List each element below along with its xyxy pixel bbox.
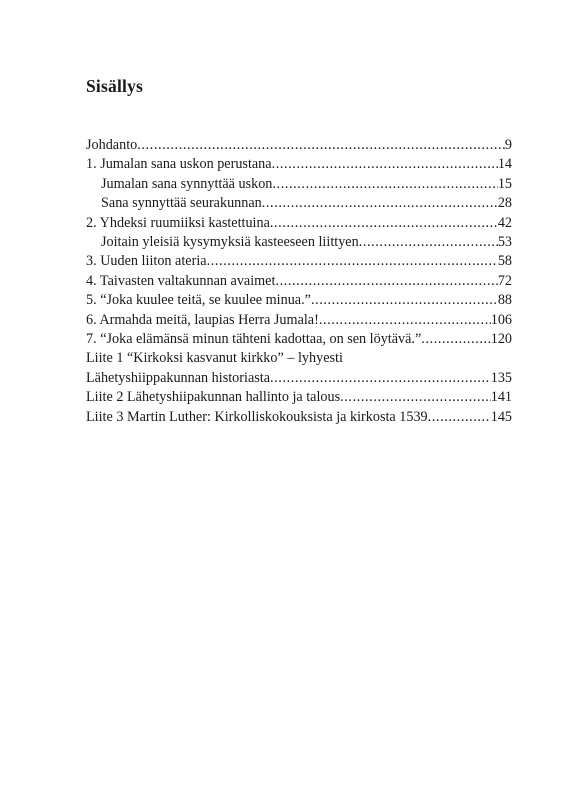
toc-entry-page: 135 [490, 369, 512, 386]
toc-entry-title: 1. Jumalan sana uskon perustana [86, 156, 272, 173]
toc-entry-title: Liite 1 “Kirkoksi kasvanut kirkko” – lyhyesti [86, 350, 343, 367]
toc-entry-title: 6. Armahda meitä, laupias Herra Jumala! [86, 311, 319, 328]
toc-entry-page: 15 [497, 175, 512, 192]
toc-entry-title: Joitain yleisiä kysymyksiä kasteeseen liittyen [101, 234, 359, 251]
toc-heading: Sisällys [86, 76, 144, 96]
toc-entry-page: 42 [497, 214, 512, 231]
toc-subentry [86, 194, 512, 213]
toc-dot-leader [275, 272, 497, 291]
toc-entry-page: 53 [497, 234, 512, 251]
toc-entry-page: 14 [497, 156, 512, 173]
toc-dot-leader [272, 155, 498, 174]
toc-entry-title: 5. “Joka kuulee teitä, se kuulee minua.” [86, 292, 311, 309]
toc-dot-leader [270, 369, 491, 388]
toc-entry-page: 72 [497, 272, 512, 289]
toc-dot-leader [428, 408, 491, 427]
toc-entry-title: 3. Uuden liiton ateria [86, 253, 207, 270]
toc-entry [86, 155, 512, 174]
toc-dot-leader [359, 233, 498, 252]
toc-entry-page: 58 [497, 253, 512, 270]
toc-dot-leader [272, 175, 497, 194]
toc-entry-page: 141 [490, 389, 512, 406]
toc-entry-title: Liite 3 Martin Luther: Kirkolliskokouksista ja kirkosta 1539 [86, 408, 428, 425]
toc-entry-page: 145 [490, 408, 512, 425]
toc-entry-title: Lähetyshiippakunnan historiasta [86, 369, 271, 386]
toc-entry [86, 136, 512, 155]
toc-entry-title: 2. Yhdeksi ruumiiksi kastettuina [86, 214, 270, 231]
toc-entry-title: Jumalan sana synnyttää uskon [101, 175, 273, 192]
toc-dot-leader [340, 388, 491, 407]
toc-entry [86, 252, 512, 271]
toc-entry [86, 330, 512, 349]
toc-entry-page: 88 [497, 292, 512, 309]
toc-dot-leader [137, 136, 505, 155]
toc-entry-page: 28 [497, 195, 512, 212]
toc-entry [86, 214, 512, 233]
toc-entry-title: Sana synnyttää seurakunnan [101, 195, 262, 212]
toc-entry-page: 120 [490, 331, 512, 348]
toc-entry-page: 9 [504, 137, 512, 153]
toc-entry [86, 408, 512, 427]
toc-dot-leader [270, 214, 498, 233]
toc-entry [86, 272, 512, 291]
toc-entry-title: 7. “Joka elämänsä minun tähteni kadottaa, on sen löytävä.” [86, 331, 422, 348]
toc-entry [86, 388, 512, 407]
toc-subentry [86, 175, 512, 194]
toc-entry [86, 369, 512, 388]
toc-entry-title: Johdanto [86, 137, 138, 153]
toc-subentry [86, 233, 512, 252]
toc-dot-leader [319, 311, 491, 330]
toc-entry-page: 106 [490, 311, 512, 328]
toc-entry [86, 349, 512, 368]
toc-dot-leader [421, 330, 490, 349]
toc-dot-leader [262, 194, 498, 213]
toc-entry [86, 291, 512, 310]
toc-entry-title: Liite 2 Lähetyshiipakunnan hallinto ja talous [86, 389, 341, 406]
toc-entry [86, 311, 512, 330]
table-of-contents [86, 136, 512, 427]
toc-entry-title: 4. Taivasten valtakunnan avaimet [86, 272, 276, 289]
toc-dot-leader [207, 252, 498, 271]
toc-dot-leader [311, 291, 498, 310]
